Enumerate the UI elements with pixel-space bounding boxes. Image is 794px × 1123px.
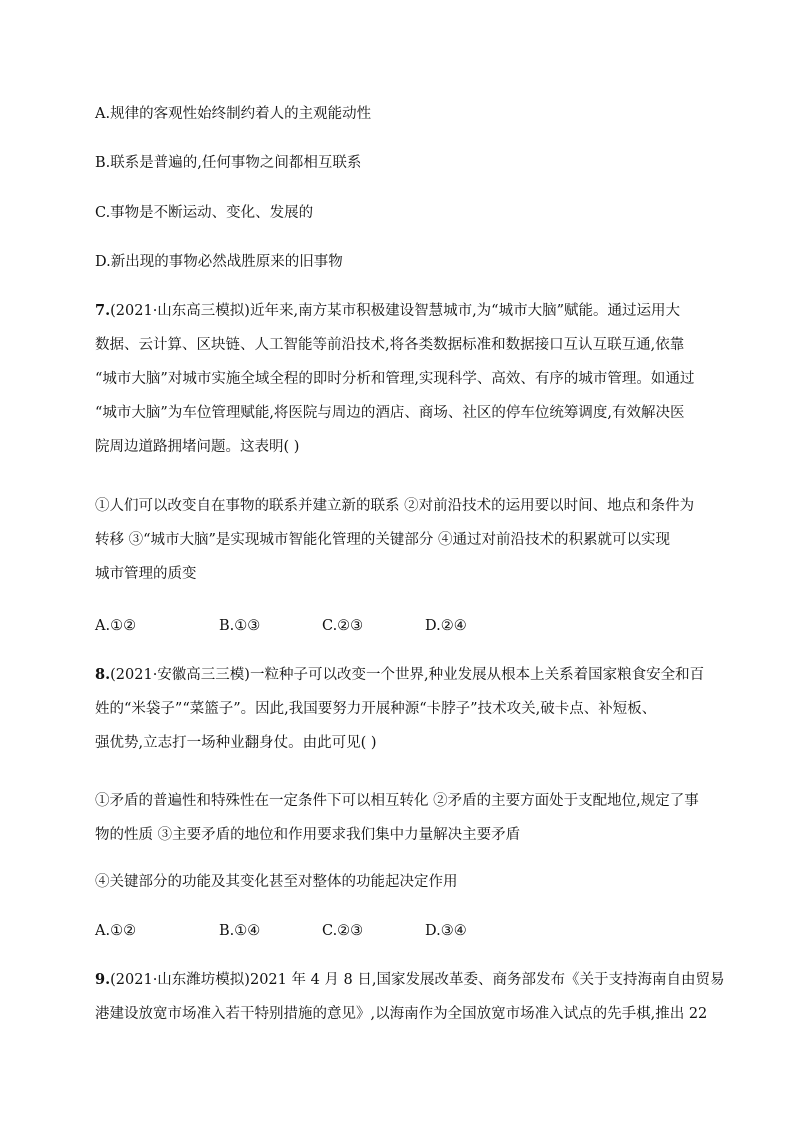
q7-choice-c: C.②③ xyxy=(322,618,364,634)
q7-stem-line-5: 院周边道路拥堵问题。这表明( ) xyxy=(95,439,300,455)
q7-stem-text: (2021·山东高三模拟)近年来,南方某市积极建设智慧城市,为“城市大脑”赋能。通过运用大 xyxy=(110,303,681,319)
q7-choice-d: D.②④ xyxy=(425,618,467,634)
q7-stem-line-2: 数据、云计算、区块链、人工智能等前沿技术,将各类数据标准和数据接口互认互联互通,依靠 xyxy=(95,337,685,353)
q8-statements-line-2: 物的性质 ③主要矛盾的地位和作用要求我们集中力量解决主要矛盾 xyxy=(95,827,521,843)
q9-stem-line-2: 港建设放宽市场准入若干特别措施的意见》,以海南作为全国放宽市场准入试点的先手棋,推出 22 xyxy=(95,1006,708,1022)
q6-option-a: A.规律的客观性始终制约着人的主观能动性 xyxy=(95,106,372,122)
q8-statement-4: ④关键部分的功能及其变化甚至对整体的功能起决定作用 xyxy=(95,874,458,890)
q6-option-c: C.事物是不断运动、变化、发展的 xyxy=(95,205,314,221)
q8-statements-line-1: ①矛盾的普遍性和特殊性在一定条件下可以相互转化 ②矛盾的主要方面处于支配地位,规定了事 xyxy=(95,793,699,809)
q8-choice-d: D.③④ xyxy=(425,923,467,939)
q8-choice-a: A.①② xyxy=(95,923,137,939)
q7-statements-line-1: ①人们可以改变自在事物的联系并建立新的联系 ②对前沿技术的运用要以时间、地点和条件为 xyxy=(95,498,695,514)
q7-choice-b: B.①③ xyxy=(219,618,261,634)
q7-stem-line-1 xyxy=(95,301,705,321)
q9-stem-text: (2021·山东潍坊模拟)2021 年 4 月 8 日,国家发展改革委、商务部发布《关于支持海南自由贸易 xyxy=(110,972,725,988)
q7-choice-a: A.①② xyxy=(95,618,137,634)
q6-option-d: D.新出现的事物必然战胜原来的旧事物 xyxy=(95,254,343,270)
q8-stem-line-1 xyxy=(95,665,705,685)
q7-statements-line-2: 转移 ③“城市大脑”是实现城市智能化管理的关键部分 ④通过对前沿技术的积累就可以实现 xyxy=(95,532,671,548)
q8-choice-b: B.①④ xyxy=(219,923,261,939)
q8-choice-c: C.②③ xyxy=(322,923,364,939)
q7-number: 7. xyxy=(95,302,111,319)
q9-number: 9. xyxy=(95,971,111,988)
q7-stem-line-3: “城市大脑”对城市实施全域全程的即时分析和管理,实现科学、高效、有序的城市管理。如通过 xyxy=(95,371,695,387)
q8-stem-line-2: 姓的“米袋子”“菜篮子”。因此,我国要努力开展种源“卡脖子”技术攻关,破卡点、补短板、 xyxy=(95,701,657,717)
q9-stem-line-1 xyxy=(95,970,725,990)
q7-statements-line-3: 城市管理的质变 xyxy=(95,566,197,582)
q8-stem-line-3: 强优势,立志打一场种业翻身仗。由此可见( ) xyxy=(95,735,377,751)
q7-stem-line-4: “城市大脑”为车位管理赋能,将医院与周边的酒店、商场、社区的停车位统筹调度,有效解决医 xyxy=(95,405,685,421)
q8-stem-text: (2021·安徽高三三模)一粒种子可以改变一个世界,种业发展从根本上关系着国家粮食安全和百 xyxy=(110,667,705,683)
q6-option-b: B.联系是普遍的,任何事物之间都相互联系 xyxy=(95,155,362,171)
q8-number: 8. xyxy=(95,666,111,683)
